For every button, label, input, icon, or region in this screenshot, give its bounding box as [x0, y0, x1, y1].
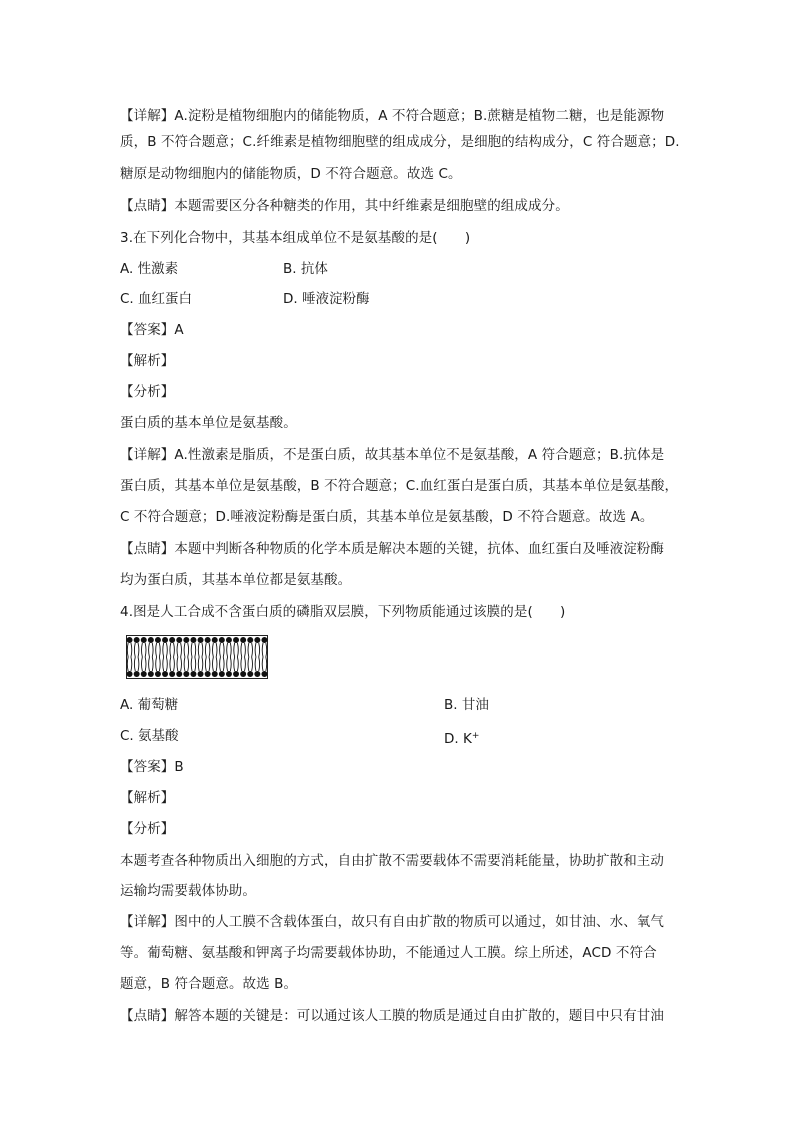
phospholipid-head [233, 637, 239, 643]
phospholipid-tail [259, 643, 260, 657]
phospholipid-head [247, 637, 253, 643]
phospholipid-head [183, 637, 189, 643]
phospholipid-head [212, 671, 218, 677]
analysis-subheading: 【分析】 [120, 821, 175, 837]
phospholipid-head [205, 637, 211, 643]
text-line: 【详解】图中的人工膜不含载体蛋白，故只有自由扩散的物质可以通过，如甘油、水、氧气 [120, 914, 664, 930]
phospholipid-head [162, 637, 168, 643]
phospholipid-tail [266, 657, 267, 671]
phospholipid-tail [230, 657, 231, 671]
phospholipid-tail [184, 643, 185, 657]
phospholipid-tail [188, 657, 189, 671]
phospholipid-tail [138, 657, 139, 671]
q3-option-c: C. 血红蛋白 [120, 291, 193, 307]
phospholipid-tail [237, 657, 238, 671]
phospholipid-head [212, 637, 218, 643]
q3-option-a: A. 性激素 [120, 261, 179, 277]
phospholipid-head [226, 637, 232, 643]
phospholipid-tail [223, 657, 224, 671]
phospholipid-head [247, 671, 253, 677]
phospholipid-head [198, 637, 204, 643]
phospholipid-head [162, 671, 168, 677]
phospholipid-tail [248, 657, 249, 671]
phospholipid-tail [255, 643, 256, 657]
q4-option-b: B. 甘油 [444, 697, 489, 713]
q3-option-b: B. 抗体 [283, 261, 328, 277]
phospholipid-tail [138, 643, 139, 657]
phospholipid-head [183, 671, 189, 677]
phospholipid-tail [145, 657, 146, 671]
text-line: C 不符合题意；D.唾液淀粉酶是蛋白质，其基本单位是氨基酸，D 不符合题意。故选 A。 [120, 509, 654, 525]
phospholipid-tail [262, 643, 263, 657]
phospholipid-tail [145, 643, 146, 657]
answer-label: 【答案】A [120, 322, 184, 338]
phospholipid-head [261, 637, 267, 643]
phospholipid-head [198, 671, 204, 677]
phospholipid-head [141, 637, 147, 643]
phospholipid-tail [234, 657, 235, 671]
phospholipid-tail [181, 643, 182, 657]
phospholipid-tail [241, 643, 242, 657]
phospholipid-tail [223, 643, 224, 657]
text-line: 等。葡萄糖、氨基酸和钾离子均需要载体协助，不能通过人工膜。综上所述，ACD 不符合 [120, 945, 657, 961]
phospholipid-tail [188, 643, 189, 657]
phospholipid-tail [237, 643, 238, 657]
phospholipid-head [219, 637, 225, 643]
phospholipid-tail [198, 657, 199, 671]
phospholipid-head [134, 637, 140, 643]
text-line: 【详解】A.性激素是脂质，不是蛋白质，故其基本单位不是氨基酸，A 符合题意；B.抗体是 [120, 447, 665, 463]
phospholipid-tail [191, 643, 192, 657]
q4-option-d-superscript: + [471, 731, 480, 741]
phospholipid-tail [127, 657, 128, 671]
phospholipid-tail [209, 643, 210, 657]
phospholipid-tail [174, 643, 175, 657]
phospholipid-tail [177, 643, 178, 657]
phospholipid-head [148, 671, 154, 677]
text-line: 本题考查各种物质出入细胞的方式，自由扩散不需要载体不需要消耗能量，协助扩散和主动 [120, 853, 664, 869]
phospholipid-tail [216, 657, 217, 671]
phospholipid-tail [191, 657, 192, 671]
phospholipid-tail [142, 657, 143, 671]
phospholipid-tail [230, 643, 231, 657]
phospholipid-tail [255, 657, 256, 671]
phospholipid-tail [166, 657, 167, 671]
phospholipid-tail [205, 657, 206, 671]
phospholipid-head [190, 671, 196, 677]
q4-option-c: C. 氨基酸 [120, 728, 179, 744]
text-line: 蛋白质，其基本单位是氨基酸，B 不符合题意；C.血红蛋白是蛋白质，其基本单位是氨基酸， [120, 478, 679, 494]
phospholipid-tail [131, 657, 132, 671]
text-line: 均为蛋白质，其基本单位都是氨基酸。 [120, 572, 352, 588]
phospholipid-tail [149, 643, 150, 657]
q4-option-d-text: D. K [444, 731, 472, 747]
phospholipid-tail [220, 657, 221, 671]
phospholipid-tail [152, 643, 153, 657]
phospholipid-tail [163, 657, 164, 671]
phospholipid-tail [195, 643, 196, 657]
q4-option-d [444, 728, 479, 747]
phospholipid-head [169, 637, 175, 643]
phospholipid-tail [177, 657, 178, 671]
phospholipid-head [219, 671, 225, 677]
phospholipid-tail [156, 643, 157, 657]
phospholipid-tail [174, 657, 175, 671]
analysis-label: 【解析】 [120, 353, 175, 369]
phospholipid-tail [152, 657, 153, 671]
phospholipid-tail [209, 657, 210, 671]
phospholipid-tail [170, 657, 171, 671]
phospholipid-head [127, 671, 133, 677]
phospholipid-tail [134, 643, 135, 657]
phospholipid-tail [234, 643, 235, 657]
text-line: 运输均需要载体协助。 [120, 883, 256, 899]
phospholipid-tail [181, 657, 182, 671]
phospholipid-head [134, 671, 140, 677]
phospholipid-head [141, 671, 147, 677]
phospholipid-tail [227, 657, 228, 671]
phospholipid-tail [202, 643, 203, 657]
phospholipid-tail [127, 643, 128, 657]
text-line: 题意，B 符合题意。故选 B。 [120, 976, 298, 992]
phospholipid-head [176, 671, 182, 677]
phospholipid-tail [259, 657, 260, 671]
phospholipid-bilayer-figure [126, 635, 268, 679]
phospholipid-tail [227, 643, 228, 657]
phospholipid-tail [198, 643, 199, 657]
analysis-subheading: 【分析】 [120, 384, 175, 400]
phospholipid-head [148, 637, 154, 643]
q3-option-d: D. 唾液淀粉酶 [283, 291, 370, 307]
phospholipid-tail [241, 657, 242, 671]
phospholipid-tail [166, 643, 167, 657]
phospholipid-head [127, 637, 133, 643]
phospholipid-tail [142, 643, 143, 657]
q4-option-a: A. 葡萄糖 [120, 697, 179, 713]
phospholipid-tail [156, 657, 157, 671]
text-line: 【点睛】解答本题的关键是：可以通过该人工膜的物质是通过自由扩散的，题目中只有甘油 [120, 1008, 664, 1024]
phospholipid-tail [134, 657, 135, 671]
text-line: 质，B 不符合题意；C.纤维素是植物细胞壁的组成成分，是细胞的结构成分，C 符合题意；D. [120, 134, 680, 150]
phospholipid-tail [216, 643, 217, 657]
phospholipid-head [155, 671, 161, 677]
phospholipid-head [155, 637, 161, 643]
phospholipid-head [169, 671, 175, 677]
phospholipid-head [254, 637, 260, 643]
question-4-stem: 4.图是人工合成不含蛋白质的磷脂双层膜，下列物质能通过该膜的是( ) [120, 604, 566, 620]
phospholipid-head [205, 671, 211, 677]
phospholipid-head [261, 671, 267, 677]
phospholipid-tail [163, 643, 164, 657]
phospholipid-tail [170, 643, 171, 657]
phospholipid-tail [195, 657, 196, 671]
text-line: 【点睛】本题中判断各种物质的化学本质是解决本题的关键，抗体、血红蛋白及唾液淀粉酶 [120, 541, 664, 557]
phospholipid-tail [248, 643, 249, 657]
phospholipid-head [226, 671, 232, 677]
phospholipid-tail [213, 643, 214, 657]
question-3-stem: 3.在下列化合物中，其基本组成单位不是氨基酸的是( ) [120, 230, 471, 246]
phospholipid-tail [159, 643, 160, 657]
phospholipid-tail [220, 643, 221, 657]
phospholipid-head [190, 637, 196, 643]
phospholipid-head [240, 637, 246, 643]
answer-label: 【答案】B [120, 759, 184, 775]
phospholipid-head [240, 671, 246, 677]
phospholipid-tail [184, 657, 185, 671]
membrane-frame [127, 636, 268, 679]
phospholipid-tail [131, 643, 132, 657]
text-line: 【详解】A.淀粉是植物细胞内的储能物质，A 不符合题意；B.蔗糖是植物二糖，也是能源物 [120, 108, 665, 124]
analysis-label: 【解析】 [120, 790, 175, 806]
phospholipid-tail [159, 657, 160, 671]
phospholipid-head [176, 637, 182, 643]
phospholipid-tail [245, 657, 246, 671]
phospholipid-head [254, 671, 260, 677]
phospholipid-tail [213, 657, 214, 671]
phospholipid-tail [205, 643, 206, 657]
text-line: 【点睛】本题需要区分各种糖类的作用，其中纤维素是细胞壁的组成成分。 [120, 198, 569, 214]
text-line: 蛋白质的基本单位是氨基酸。 [120, 415, 297, 431]
phospholipid-tail [202, 657, 203, 671]
text-line: 糖原是动物细胞内的储能物质，D 不符合题意。故选 C。 [120, 166, 462, 182]
phospholipid-tail [266, 643, 267, 657]
phospholipid-head [233, 671, 239, 677]
phospholipid-tail [149, 657, 150, 671]
phospholipid-tail [252, 643, 253, 657]
phospholipid-tail [262, 657, 263, 671]
phospholipid-tail [245, 643, 246, 657]
phospholipid-tail [252, 657, 253, 671]
